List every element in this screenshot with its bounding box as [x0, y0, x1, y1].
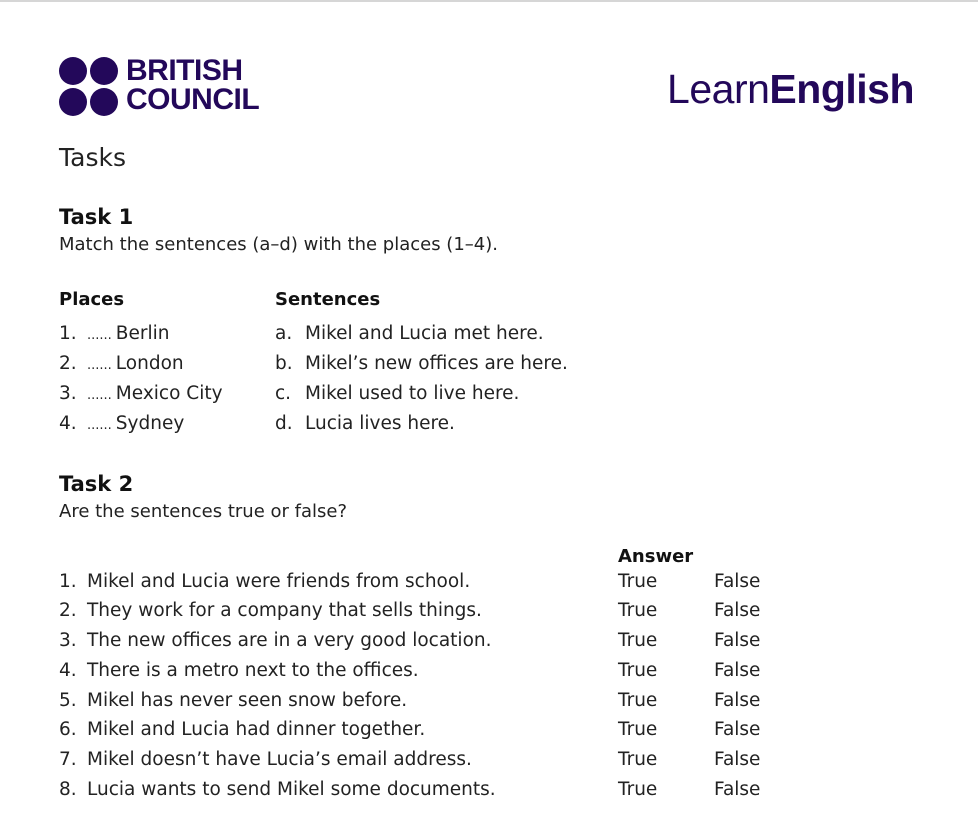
- learnenglish-logo: [667, 66, 914, 113]
- false-option[interactable]: False: [714, 630, 761, 651]
- answer-blank[interactable]: ......: [87, 388, 112, 403]
- true-option[interactable]: True: [618, 749, 658, 770]
- sentence-letter: b.: [275, 353, 293, 374]
- place-row: [59, 353, 184, 374]
- brand-light: Learn: [667, 66, 770, 112]
- top-border: [0, 0, 978, 2]
- statement-number: 5.: [59, 690, 77, 711]
- sentence-letter: a.: [275, 323, 293, 344]
- place-number: 1.: [59, 323, 77, 344]
- statement-text: Mikel has never seen snow before.: [87, 690, 408, 711]
- true-option[interactable]: True: [618, 690, 658, 711]
- sentence-letter: d.: [275, 413, 293, 434]
- sentences-header: Sentences: [275, 289, 381, 310]
- place-name: Mexico City: [115, 383, 223, 404]
- statement-number: 1.: [59, 571, 77, 592]
- answer-header: Answer: [618, 546, 694, 567]
- false-option[interactable]: False: [714, 719, 761, 740]
- false-option[interactable]: False: [714, 779, 761, 800]
- statement-text: Mikel doesn’t have Lucia’s email address.: [87, 749, 472, 770]
- statement-row: [59, 690, 407, 711]
- statement-number: 4.: [59, 660, 77, 681]
- sentence-row: [275, 353, 568, 374]
- sentence-text: Mikel and Lucia met here.: [305, 323, 544, 344]
- statement-text: Mikel and Lucia were friends from school.: [87, 571, 471, 592]
- place-name: Sydney: [115, 413, 185, 434]
- place-row: [59, 323, 169, 344]
- true-option[interactable]: True: [618, 660, 658, 681]
- statement-row: [59, 600, 482, 621]
- place-row: [59, 413, 184, 434]
- logo-text-line1: BRITISH: [126, 54, 243, 87]
- answer-blank[interactable]: ......: [87, 418, 112, 433]
- true-option[interactable]: True: [618, 571, 658, 592]
- statement-number: 8.: [59, 779, 77, 800]
- places-header: Places: [59, 289, 125, 310]
- false-option[interactable]: False: [714, 571, 761, 592]
- statement-text: Lucia wants to send Mikel some documents.: [87, 779, 496, 800]
- logo-text-line2: COUNCIL: [126, 83, 260, 116]
- answer-blank[interactable]: ......: [87, 328, 112, 343]
- place-row: [59, 383, 223, 404]
- place-number: 2.: [59, 353, 77, 374]
- sentence-text: Mikel’s new offices are here.: [305, 353, 568, 374]
- task1-instruction: Match the sentences (a–d) with the places (1–4).: [59, 234, 498, 255]
- sentence-text: Mikel used to live here.: [305, 383, 520, 404]
- sentence-text: Lucia lives here.: [305, 413, 455, 434]
- answer-blank[interactable]: ......: [87, 358, 112, 373]
- place-number: 3.: [59, 383, 77, 404]
- statement-row: [59, 630, 492, 651]
- statement-number: 2.: [59, 600, 77, 621]
- true-option[interactable]: True: [618, 600, 658, 621]
- statement-number: 3.: [59, 630, 77, 651]
- statement-text: They work for a company that sells things.: [87, 600, 482, 621]
- statement-number: 6.: [59, 719, 77, 740]
- statement-text: The new offices are in a very good location.: [87, 630, 492, 651]
- false-option[interactable]: False: [714, 660, 761, 681]
- false-option[interactable]: False: [714, 600, 761, 621]
- task1-title: Task 1: [59, 205, 134, 229]
- true-option[interactable]: True: [618, 630, 658, 651]
- statement-text: Mikel and Lucia had dinner together.: [87, 719, 426, 740]
- false-option[interactable]: False: [714, 749, 761, 770]
- sentence-row: [275, 413, 455, 434]
- statement-text: There is a metro next to the offices.: [87, 660, 419, 681]
- statement-row: [59, 779, 496, 800]
- true-option[interactable]: True: [618, 779, 658, 800]
- true-option[interactable]: True: [618, 719, 658, 740]
- sentence-letter: c.: [275, 383, 292, 404]
- place-number: 4.: [59, 413, 77, 434]
- brand-bold: English: [769, 66, 914, 112]
- task2-title: Task 2: [59, 472, 134, 496]
- statement-row: [59, 660, 419, 681]
- sentence-row: [275, 383, 519, 404]
- sentence-row: [275, 323, 544, 344]
- statement-row: [59, 749, 472, 770]
- place-name: London: [115, 353, 184, 374]
- statement-row: [59, 719, 425, 740]
- statement-row: [59, 571, 470, 592]
- task2-instruction: Are the sentences true or false?: [59, 501, 348, 522]
- page-title: Tasks: [59, 143, 126, 172]
- logo-dots-icon: [59, 57, 119, 117]
- false-option[interactable]: False: [714, 690, 761, 711]
- statement-number: 7.: [59, 749, 77, 770]
- place-name: Berlin: [115, 323, 170, 344]
